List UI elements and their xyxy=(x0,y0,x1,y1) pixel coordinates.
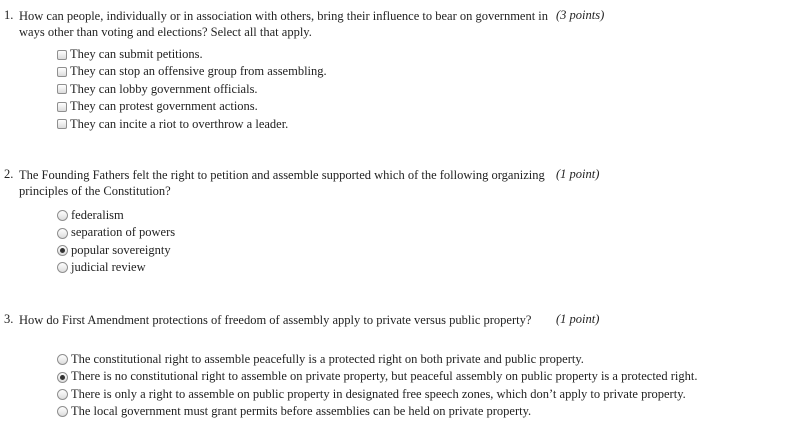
option-label[interactable]: There is only a right to assemble on public property in designated free speech zones, which don’t apply to private property. xyxy=(71,386,686,401)
option-label[interactable]: federalism xyxy=(71,208,124,222)
option-label[interactable]: They can submit petitions. xyxy=(70,47,203,61)
option-label[interactable]: The local government must grant permits before assemblies can be held on private property. xyxy=(71,404,532,419)
option-list xyxy=(57,351,697,421)
question-number: 1. xyxy=(4,8,14,22)
radio-button[interactable] xyxy=(57,372,68,383)
checkbox[interactable] xyxy=(57,67,67,77)
question-points: (1 point) xyxy=(556,167,600,181)
radio-button[interactable] xyxy=(57,406,68,417)
option-label[interactable]: They can lobby government officials. xyxy=(70,81,258,96)
option-item[interactable] xyxy=(57,242,175,259)
option-list xyxy=(57,207,175,277)
radio-button[interactable] xyxy=(57,389,68,400)
option-item[interactable] xyxy=(57,259,175,276)
option-item[interactable] xyxy=(57,63,327,80)
question-points: (3 points) xyxy=(556,8,605,22)
radio-button[interactable] xyxy=(57,228,68,239)
option-item[interactable] xyxy=(57,81,327,98)
option-label[interactable]: They can stop an offensive group from assembling. xyxy=(70,64,327,79)
question-number: 2. xyxy=(4,167,14,181)
option-label[interactable]: The constitutional right to assemble peacefully is a protected right on both private and public property. xyxy=(71,352,584,366)
question-text: How can people, individually or in association with others, bring their influence to bear on government in ways other than voting and elections? Select all that apply. xyxy=(19,9,549,39)
radio-button[interactable] xyxy=(57,210,68,221)
option-item[interactable] xyxy=(57,368,697,385)
option-label[interactable]: separation of powers xyxy=(71,225,176,240)
radio-button[interactable] xyxy=(57,245,68,256)
option-label[interactable]: They can protest government actions. xyxy=(70,99,258,114)
option-item[interactable] xyxy=(57,207,175,224)
checkbox[interactable] xyxy=(57,102,67,112)
question-text: The Founding Fathers felt the right to petition and assemble supported which of the following organizing principles of the Constitution? xyxy=(19,168,545,198)
option-item[interactable] xyxy=(57,403,697,420)
question-text: How do First Amendment protections of freedom of assembly apply to private versus public property? xyxy=(19,313,532,327)
radio-button[interactable] xyxy=(57,262,68,273)
question-points: (1 point) xyxy=(556,312,600,326)
option-item[interactable] xyxy=(57,386,697,403)
checkbox[interactable] xyxy=(57,84,67,94)
option-item[interactable] xyxy=(57,224,175,241)
question-number: 3. xyxy=(4,312,14,326)
checkbox[interactable] xyxy=(57,119,67,129)
option-label[interactable]: There is no constitutional right to assemble on private property, but peaceful assembly on public property is a protected right. xyxy=(71,369,698,384)
option-item[interactable] xyxy=(57,351,697,368)
checkbox[interactable] xyxy=(57,50,67,60)
option-item[interactable] xyxy=(57,46,327,63)
radio-button[interactable] xyxy=(57,354,68,365)
option-label[interactable]: popular sovereignty xyxy=(71,242,171,257)
option-item[interactable] xyxy=(57,98,327,115)
option-list xyxy=(57,46,327,133)
option-label[interactable]: They can incite a riot to overthrow a leader. xyxy=(70,116,289,131)
option-label[interactable]: judicial review xyxy=(71,260,146,275)
option-item[interactable] xyxy=(57,116,327,133)
